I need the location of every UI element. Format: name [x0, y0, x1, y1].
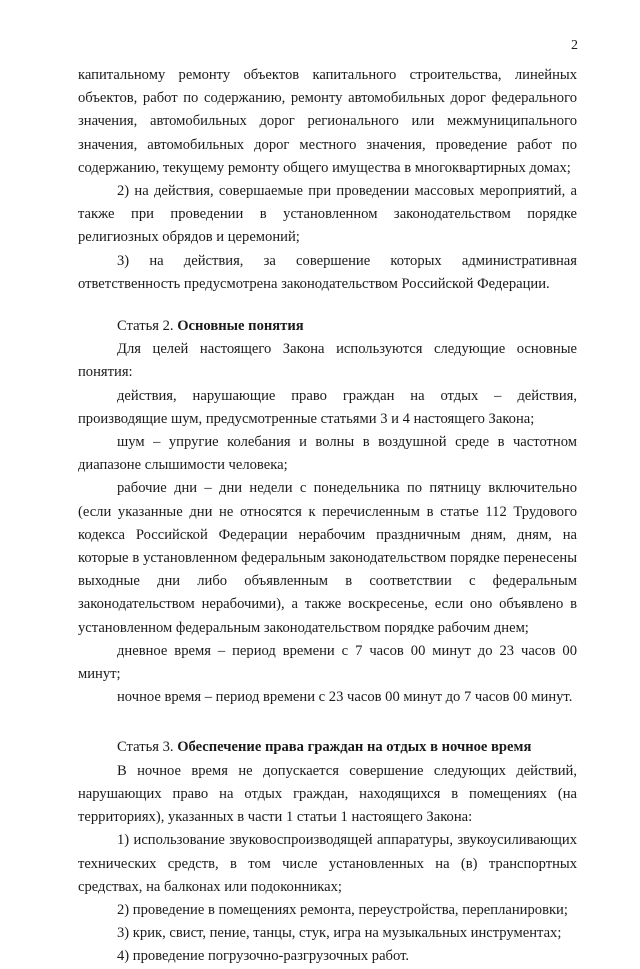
article-2-intro: Для целей настоящего Закона используются следующие основные понятия:: [78, 341, 577, 381]
list-item-1: 1) использование звуковоспроизводящей аппаратуры, звукоусиливающих технических средств, в том числе установленных на (в) транспортных средствах, на балконах или подоконниках;: [78, 832, 577, 895]
list-item-2: 2) проведение в помещениях ремонта, переустройства, перепланировки;: [117, 901, 568, 918]
definition-nighttime: ночное время – период времени с 23 часов 00 минут до 7 часов 00 минут.: [117, 689, 573, 706]
article-3-title: Обеспечение права граждан на отдых в ночное время: [177, 739, 532, 756]
article-3-intro: В ночное время не допускается совершение следующих действий, нарушающих право на отдых граждан, находящихся в помещениях (на территориях), указанных в части 1 статьи 1 настоящего Закона:: [78, 762, 577, 826]
definition-daytime: дневное время – период времени с 7 часов 00 минут до 23 часов 00 минут;: [78, 642, 577, 683]
paragraph-item-2: 2) на действия, совершаемые при проведении массовых мероприятий, а также при проведении в установленном законодательством порядке религиозных обрядов и церемоний;: [78, 183, 577, 246]
paragraph-item-3: 3) на действия, за совершение которых административная ответственность предусмотрена законодательством Российской Федерации.: [78, 252, 577, 292]
article-3-prefix: Статья 3.: [117, 739, 178, 756]
article-2-heading: [78, 315, 577, 338]
definition-noise: шум – упругие колебания и волны в воздушной среде в частотном диапазоне слышимости человека;: [78, 434, 577, 474]
article-3-heading: [78, 736, 577, 759]
article-2-title: Основные понятия: [177, 318, 304, 335]
list-item-4: 4) проведение погрузочно-разгрузочных работ.: [117, 948, 410, 965]
list-item-3: 3) крик, свист, пение, танцы, стук, игра на музыкальных инструментах;: [117, 925, 562, 942]
document-body: [78, 64, 577, 969]
page-number: 2: [571, 38, 578, 53]
paragraph-continuation: капитальному ремонту объектов капитального строительства, линейных объектов, работ по содержанию, ремонту автомобильных дорог федерального значения, автомобильных дорог регионального или межмуниципального значения, автомобильных дорог местного значения, проведение работ по содержанию, текущему ремонту общего имущества в многоквартирных домах;: [78, 67, 577, 176]
definition-violating-actions: действия, нарушающие право граждан на отдых – действия, производящие шум, предусмотренные статьями 3 и 4 настоящего Закона;: [78, 387, 577, 427]
definition-working-days: рабочие дни – дни недели с понедельника по пятницу включительно (если указанные дни не относятся к перечисленным в статье 112 Трудового кодекса Российской Федерации нерабочим праздничным дням, дням, на которые в установленном федеральным законодательством порядке перенесены выходные дни либо объявленным в соответствии с федеральным законодательством нерабочими), а также воскресенье, если оно объявлено в установленном федеральным законодательством порядке рабочим днем;: [78, 480, 577, 636]
article-2-prefix: Статья 2.: [117, 318, 178, 335]
